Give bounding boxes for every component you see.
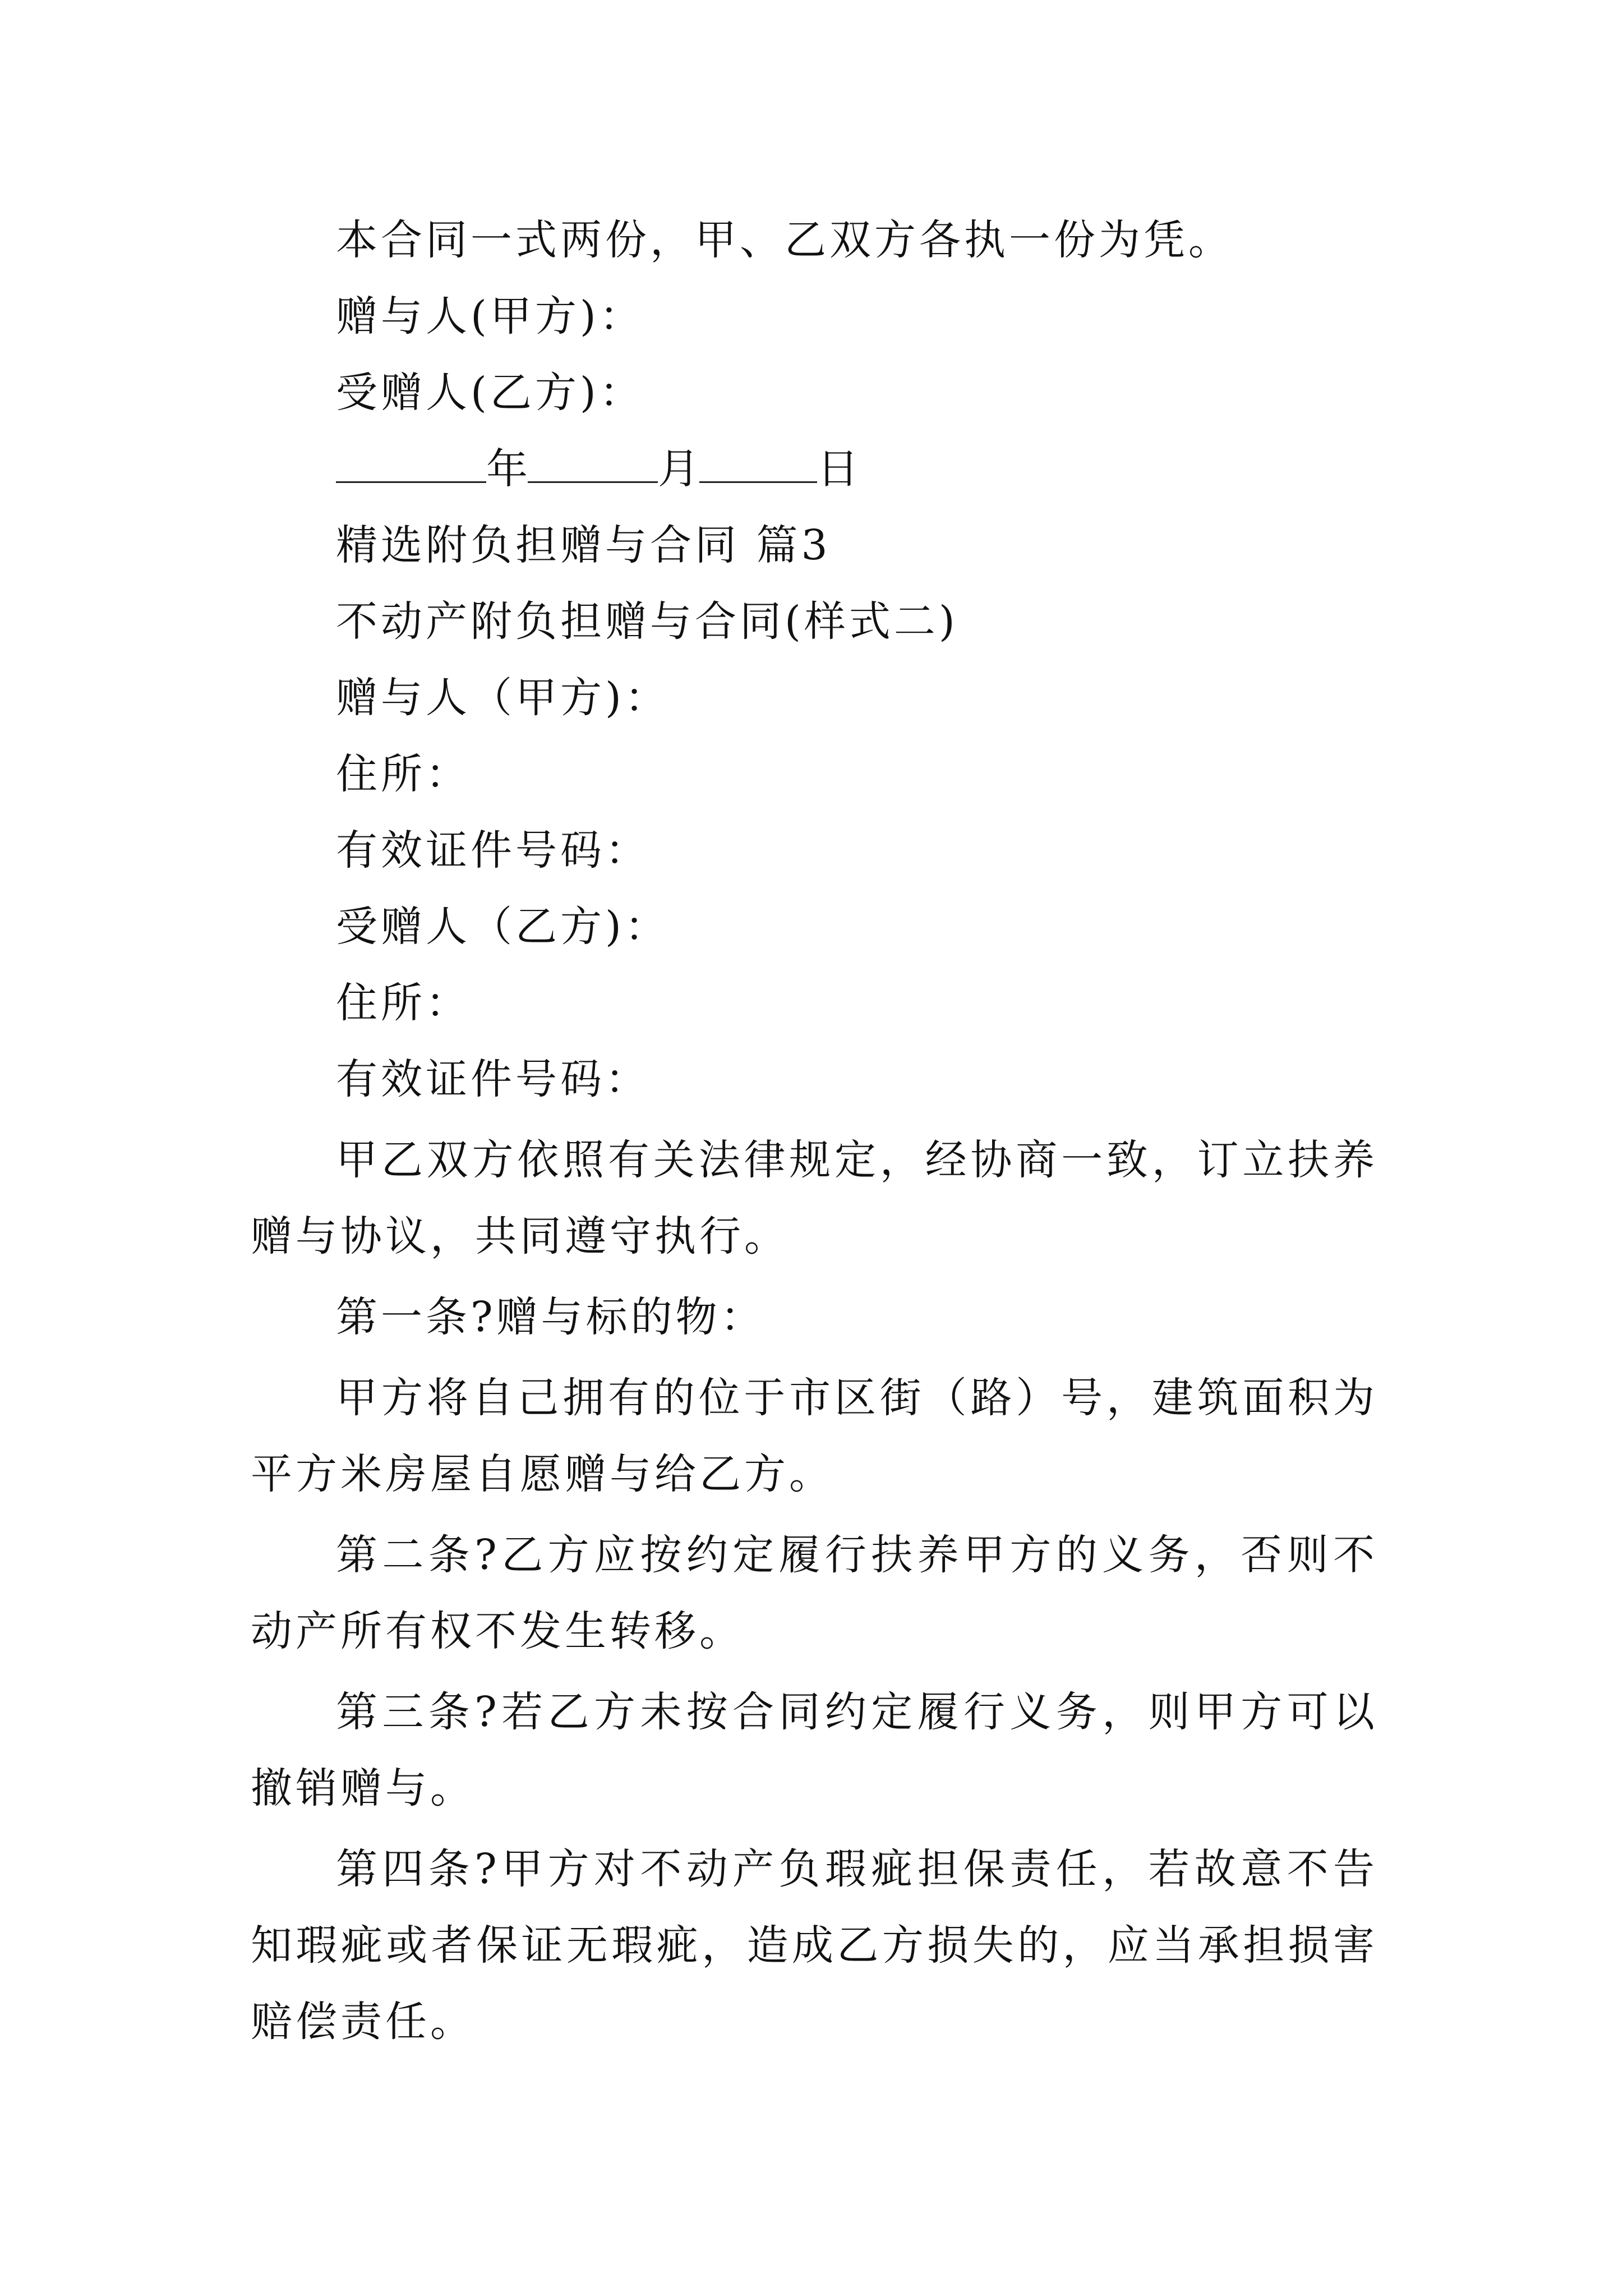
donee-id-label: 有效证件号码： — [336, 1055, 650, 1103]
contract-title: 不动产附负担赠与合同(样式二) — [336, 597, 958, 646]
article-1-heading: 第一条?赠与标的物： — [336, 1293, 766, 1341]
document-body — [251, 202, 1378, 2060]
donee-label: 受赠人（乙方)： — [336, 903, 670, 951]
article-4: 第四条?甲方对不动产负瑕疵担保责任，若故意不告知瑕疵或者保证无瑕疵，造成乙方损失的，应当承担损害赔偿责任。 — [251, 1845, 1378, 2046]
year-label: 年 — [486, 445, 528, 493]
donor-address-label: 住所： — [336, 750, 471, 798]
year-blank — [336, 447, 486, 483]
day-blank — [699, 447, 817, 483]
donor-id-label: 有效证件号码： — [336, 826, 650, 875]
agreement-paragraph: 甲乙双方依照有关法律规定，经协商一致，订立扶养赠与协议，共同遵守执行。 — [251, 1136, 1378, 1260]
article-1-body: 甲方将自己拥有的位于市区街（路）号，建筑面积为平方米房屋自愿赠与给乙方。 — [251, 1374, 1378, 1498]
donee-address-label: 住所： — [336, 979, 471, 1027]
month-blank — [528, 447, 658, 483]
donee-signature-label: 受赠人(乙方)： — [336, 369, 644, 417]
article-2: 第二条?乙方应按约定履行扶养甲方的义务，否则不动产所有权不发生转移。 — [251, 1531, 1378, 1655]
date-line — [251, 431, 1378, 507]
month-label: 月 — [658, 445, 699, 493]
donor-signature-label: 赠与人(甲方)： — [336, 292, 644, 341]
donor-label: 赠与人（甲方)： — [336, 674, 670, 722]
section-title: 精选附负担赠与合同 篇3 — [336, 521, 831, 569]
copies-clause: 本合同一式两份，甲、乙双方各执一份为凭。 — [336, 216, 1233, 264]
article-3: 第三条?若乙方未按合同约定履行义务，则甲方可以撤销赠与。 — [251, 1688, 1378, 1812]
day-label: 日 — [817, 445, 859, 493]
